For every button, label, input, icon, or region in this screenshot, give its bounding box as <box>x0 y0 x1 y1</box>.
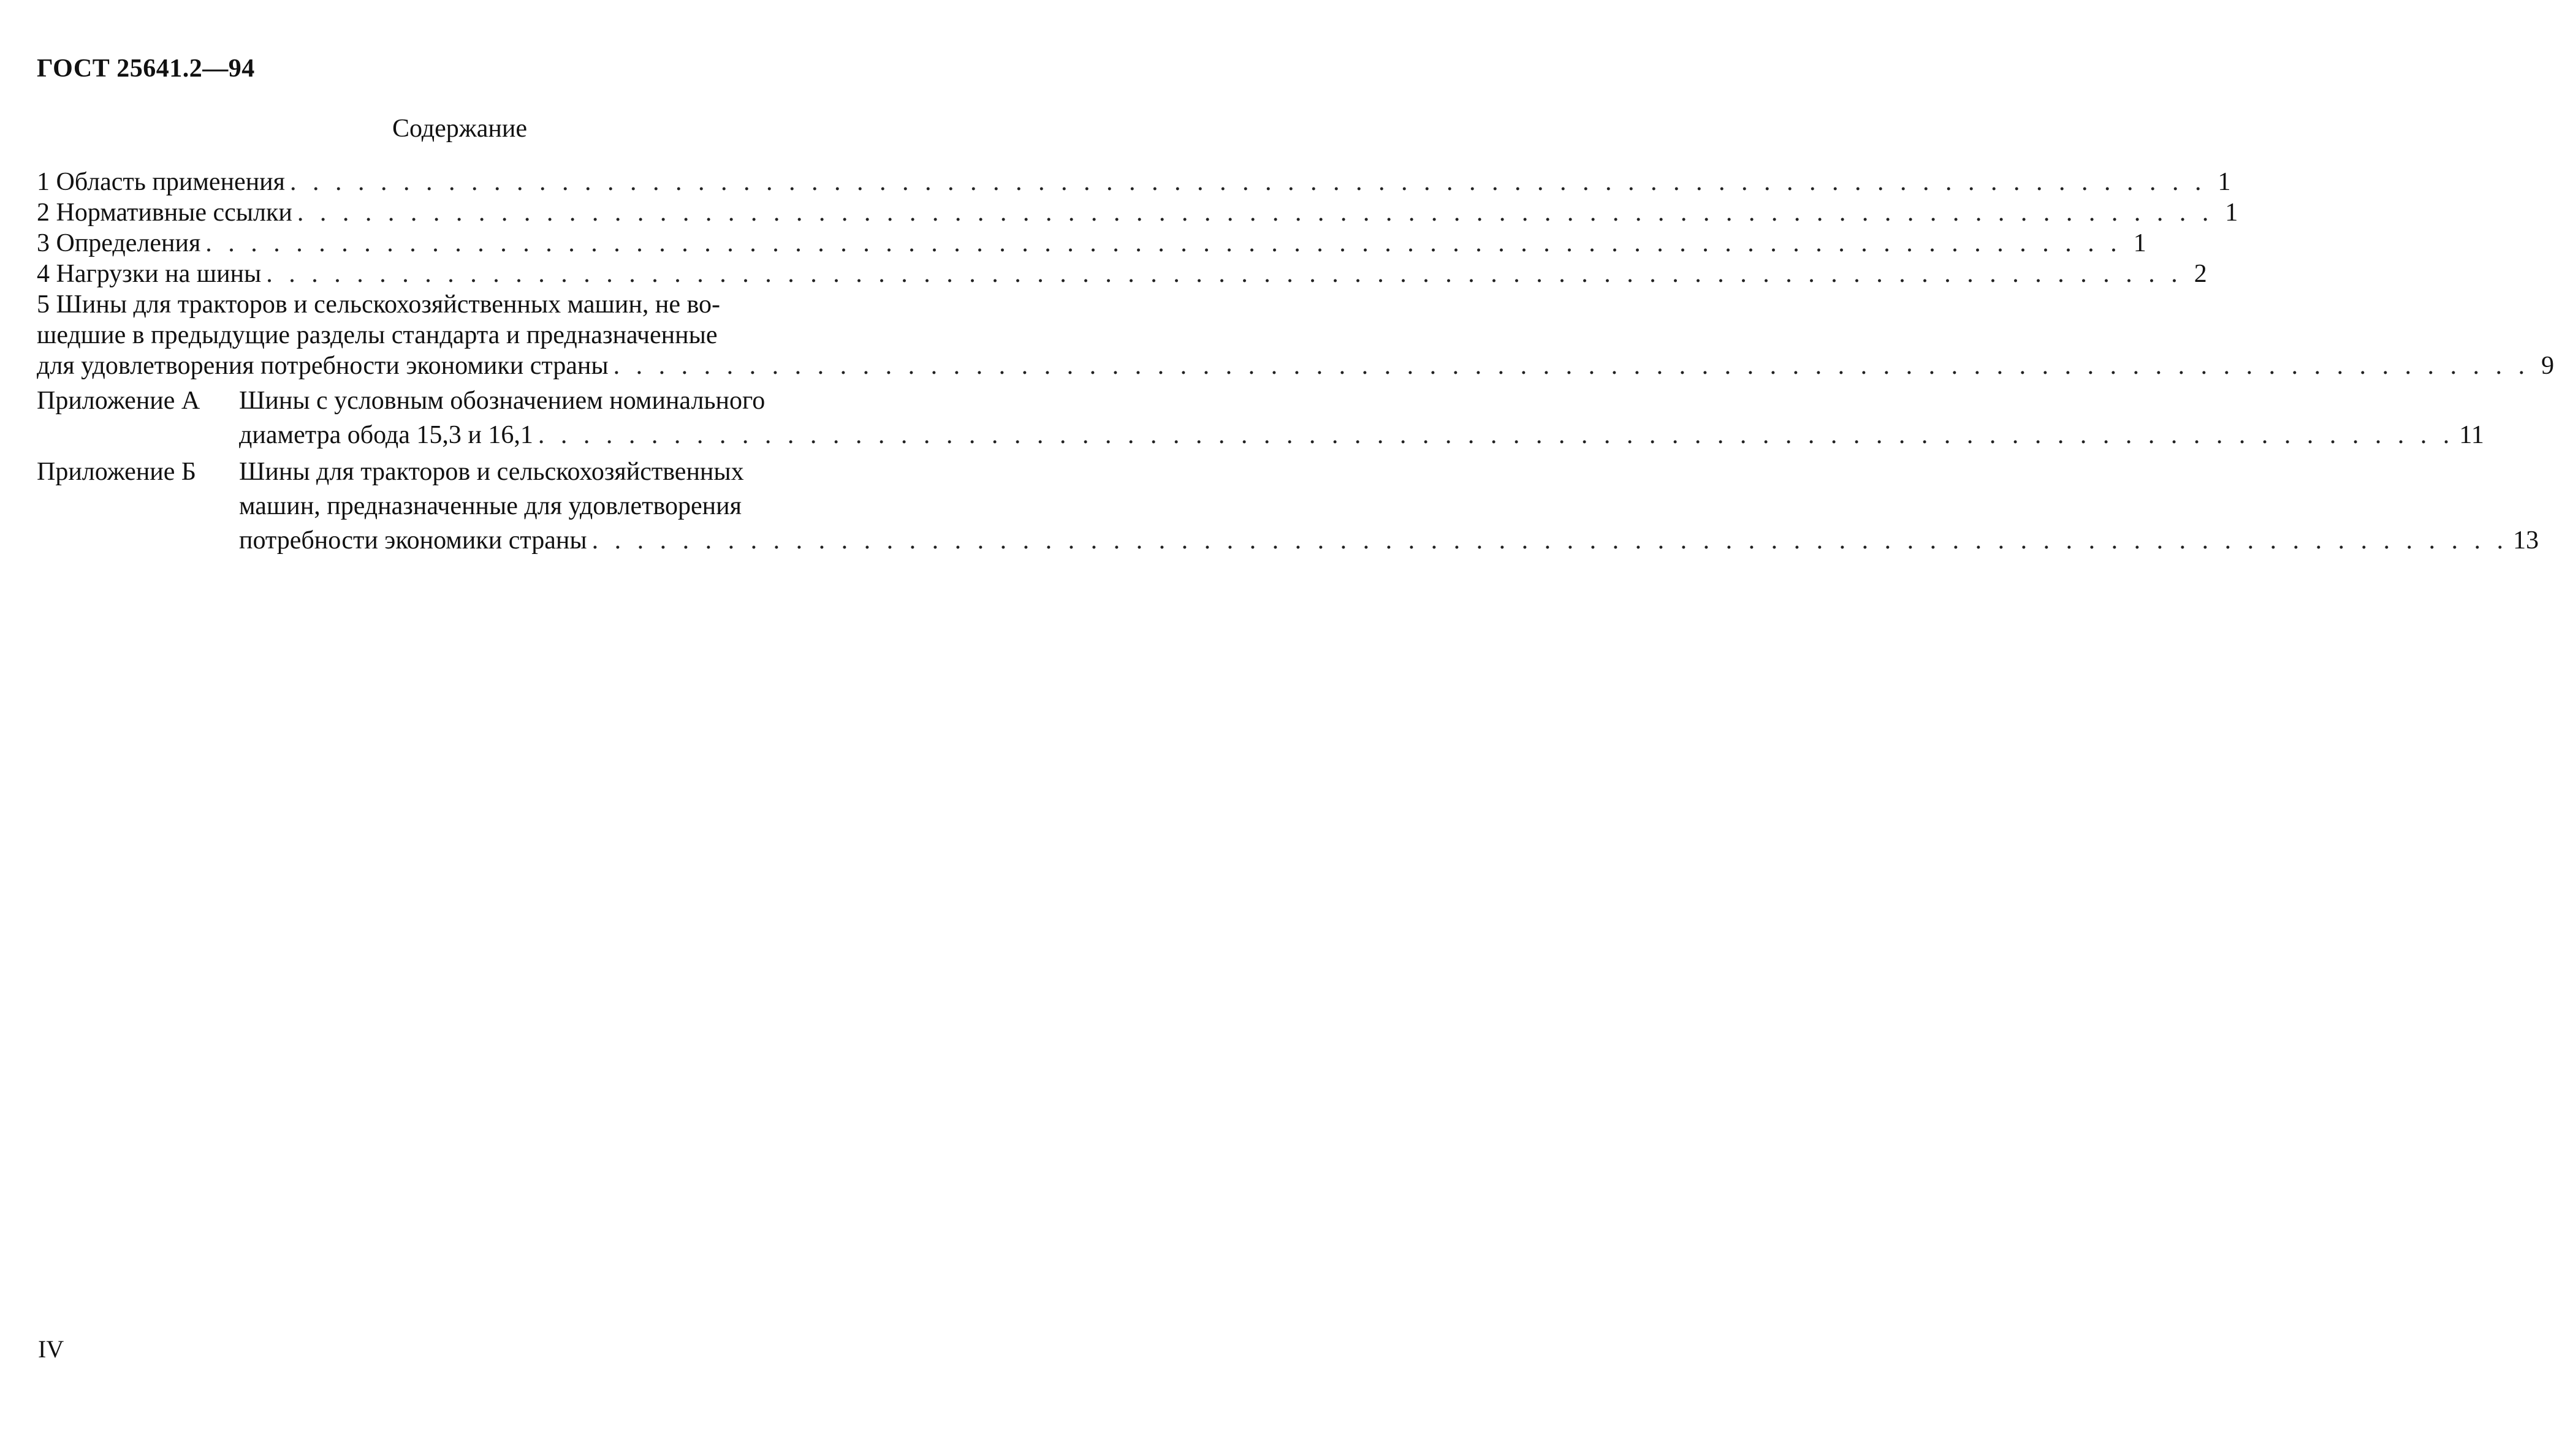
dot-leader <box>614 351 2530 381</box>
dot-leader <box>538 418 2455 452</box>
toc-item[interactable] <box>37 259 2207 289</box>
annex-line <box>239 384 2484 418</box>
dot-leader <box>592 523 2509 558</box>
annex-label: Приложение Б <box>37 458 197 486</box>
annex-page: 13 <box>2513 526 2539 555</box>
annex-text: потребности экономики страны <box>239 526 587 555</box>
toc-item[interactable] <box>37 167 2231 197</box>
toc-item-page: 1 <box>2133 229 2146 257</box>
toc-item-page: 1 <box>2225 199 2238 227</box>
dot-leader <box>297 197 2214 228</box>
annex-body <box>239 455 2539 558</box>
dot-leader <box>266 259 2183 289</box>
annex-line <box>239 455 2539 489</box>
annex-label: Приложение А <box>37 387 200 415</box>
toc-item-line <box>37 351 2554 381</box>
toc-item-text: 2 Нормативные ссылки <box>37 199 292 227</box>
dot-leader <box>205 228 2122 259</box>
toc-item-page: 2 <box>2194 260 2207 288</box>
annex-body <box>239 384 2484 452</box>
annex-page: 11 <box>2459 421 2484 449</box>
toc-item-text: шедшие в предыдущие разделы стандарта и предназначенные <box>37 321 718 349</box>
annex-line <box>239 523 2539 558</box>
toc-item-text: 4 Нагрузки на шины <box>37 260 262 288</box>
annex-line <box>239 418 2484 452</box>
annex-text: Шины для тракторов и сельскохозяйственных <box>239 458 744 486</box>
toc-item-text: 1 Область применения <box>37 168 285 196</box>
annex-line <box>239 489 2539 523</box>
toc-item-line <box>37 289 886 320</box>
toc-annex-b[interactable] <box>37 455 2539 558</box>
toc-item-line <box>37 320 886 351</box>
toc-item[interactable] <box>37 197 2238 228</box>
toc-title: Содержание <box>392 115 528 143</box>
toc-annex-a[interactable] <box>37 384 2484 452</box>
annex-text: Шины с условным обозначением номинального <box>239 387 766 415</box>
toc-item-page: 9 <box>2541 352 2554 380</box>
toc-item-text: 3 Определения <box>37 229 201 257</box>
toc-item-text: 5 Шины для тракторов и сельскохозяйственных машин, не во- <box>37 290 720 319</box>
annex-text: диаметра обода 15,3 и 16,1 <box>239 421 533 449</box>
table-of-contents <box>37 167 2554 558</box>
document-code: ГОСТ 25641.2—94 <box>37 55 255 83</box>
annex-text: машин, предназначенные для удовлетворения <box>239 492 742 520</box>
dot-leader <box>290 167 2206 197</box>
toc-item[interactable] <box>37 228 2146 259</box>
toc-item-text: для удовлетворения потребности экономики страны <box>37 352 609 380</box>
page-number: IV <box>38 1335 64 1363</box>
toc-item-page: 1 <box>2218 168 2231 196</box>
toc-item-multiline[interactable] <box>37 289 2554 381</box>
